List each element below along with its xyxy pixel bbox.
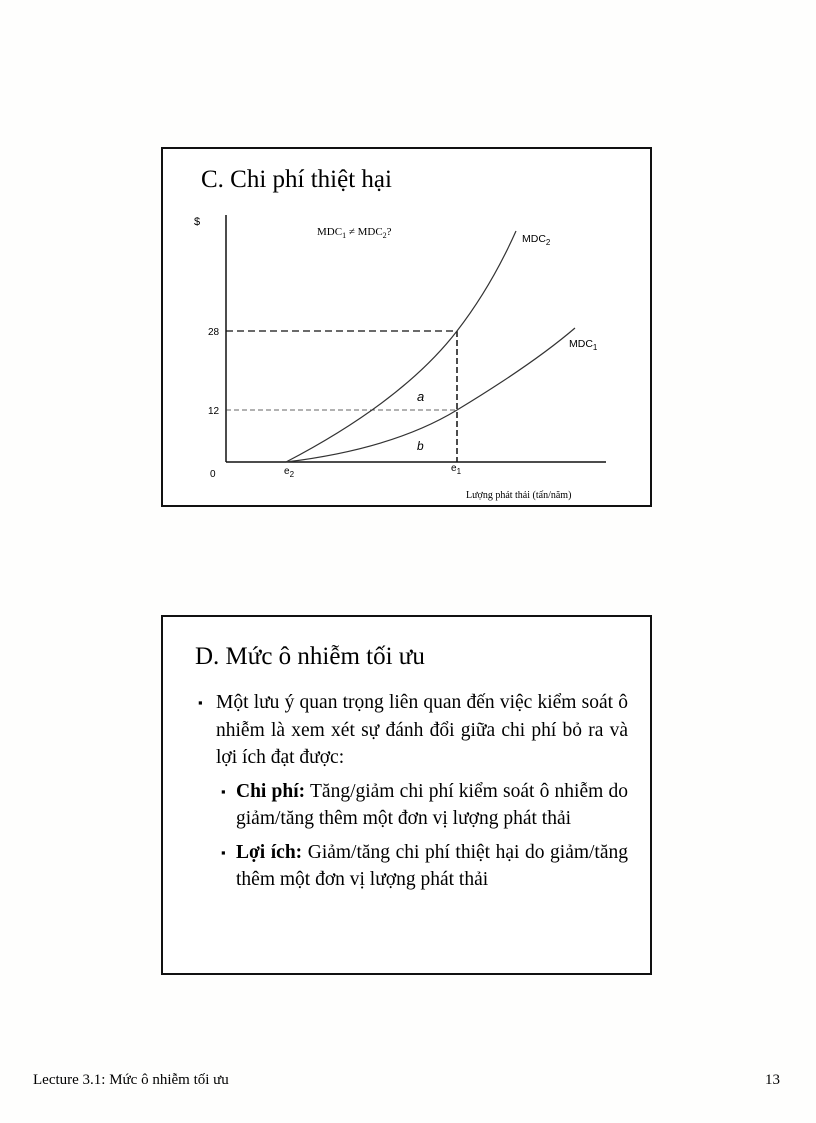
mdc-question: $MDC_1 \ne MDC_2$? <box>317 226 392 240</box>
sub-bullet-benefit <box>196 839 628 894</box>
sub-bullet-label: Lợi ích: <box>236 841 303 863</box>
bullet-list <box>196 689 628 894</box>
slide-optimal-pollution <box>161 615 652 975</box>
x-axis-label: Lượng phát thải (tấn/năm) <box>466 490 572 501</box>
x-tick-e1: $e_1$ <box>451 463 462 476</box>
slide-damage-cost <box>161 147 652 507</box>
page-number: 13 <box>765 1072 780 1088</box>
mdc1-label: $MDC_1$ <box>569 338 598 352</box>
bullet-main <box>196 689 628 772</box>
area-label-b: b <box>417 439 424 453</box>
bullet-marker: ▪ <box>221 844 226 860</box>
x-tick-e2: $e_2$ <box>284 466 295 479</box>
mdc2-label: $MDC_2$ <box>522 233 551 247</box>
y-axis-label: $ <box>194 216 201 228</box>
sub-bullet-text: Tăng/giảm chi phí kiểm soát ô nhiễm do giảm/tăng thêm một đơn vị lượng phát thải <box>236 780 628 829</box>
mdc-chart <box>163 149 650 505</box>
slide-title: D. Mức ô nhiễm tối ưu <box>195 643 425 670</box>
mdc2-curve <box>286 231 516 462</box>
mdc1-curve <box>286 328 575 462</box>
area-label-a: a <box>417 389 425 404</box>
sub-bullet-label: Chi phí: <box>236 780 306 802</box>
bullet-text: Một lưu ý quan trọng liên quan đến việc kiểm soát ô nhiễm là xem xét sự đánh đổi giữa chi phí bỏ ra và lợi ích đạt được: <box>216 692 628 768</box>
sub-bullet-cost <box>196 778 628 833</box>
slide-title: C. Chi phí thiệt hại <box>201 166 392 193</box>
bullet-marker: ▪ <box>198 695 203 710</box>
y-tick-28: 28 <box>208 327 220 338</box>
bullet-marker: ▪ <box>221 783 226 799</box>
footer-lecture-title: Lecture 3.1: Mức ô nhiễm tối ưu <box>33 1072 229 1088</box>
sub-bullet-text: Giảm/tăng chi phí thiệt hại do giảm/tăng thêm một đơn vị lượng phát thải <box>236 841 629 890</box>
y-tick-12: 12 <box>208 406 220 417</box>
origin-label: 0 <box>210 469 216 480</box>
